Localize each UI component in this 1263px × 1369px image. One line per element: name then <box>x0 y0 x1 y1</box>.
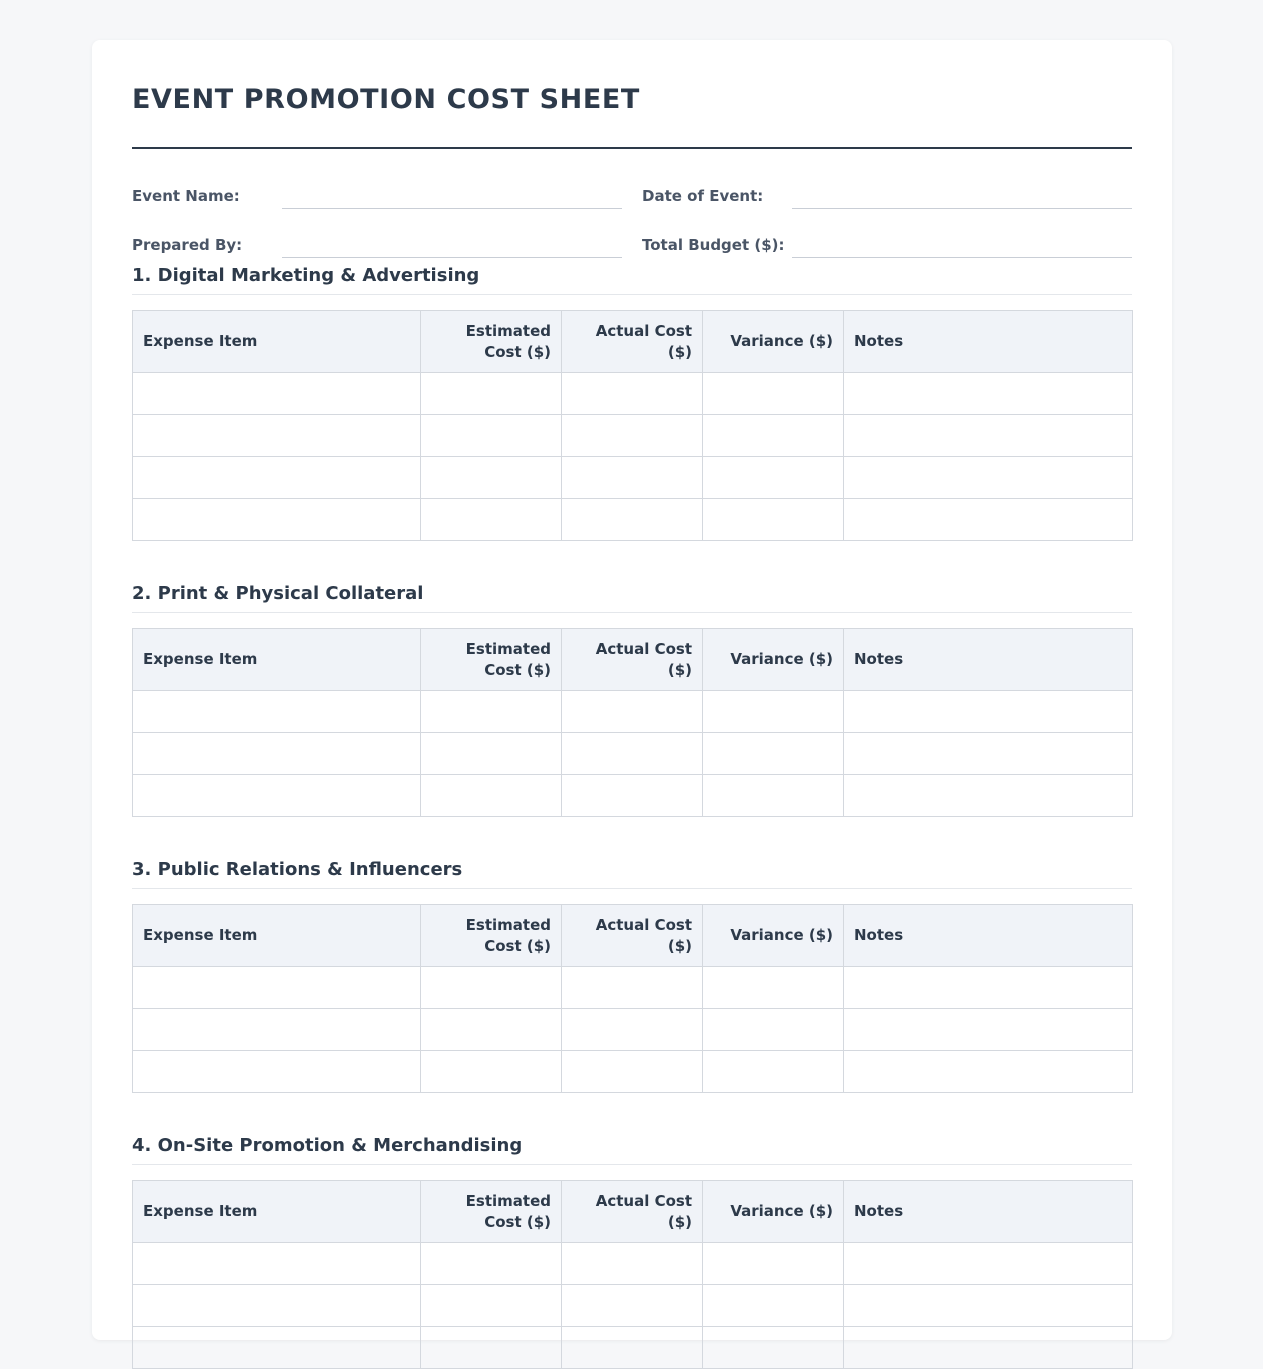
variance-cell[interactable] <box>703 499 844 541</box>
item-cell[interactable] <box>133 1051 421 1093</box>
notes-cell[interactable] <box>844 457 1133 499</box>
variance-cell[interactable] <box>703 775 844 817</box>
notes-cell[interactable] <box>844 1285 1133 1327</box>
item-cell[interactable] <box>133 1009 421 1051</box>
actual-cell[interactable] <box>562 1009 703 1051</box>
notes-header: Notes <box>844 905 1133 967</box>
expense-table <box>132 904 1133 1093</box>
estimated-cell[interactable] <box>421 373 562 415</box>
notes-header: Notes <box>844 1181 1133 1243</box>
variance-cell[interactable] <box>703 1009 844 1051</box>
expense-section <box>132 1093 1132 1369</box>
notes-cell[interactable] <box>844 775 1133 817</box>
section-divider <box>132 294 1132 295</box>
variance-cell[interactable] <box>703 457 844 499</box>
section-title: 4. On-Site Promotion & Merchandising <box>132 1135 523 1156</box>
estimated-cell[interactable] <box>421 967 562 1009</box>
actual-cell[interactable] <box>562 1327 703 1369</box>
table-header-row <box>133 905 1133 967</box>
section-spacer <box>132 541 1132 583</box>
item-cell[interactable] <box>133 1327 421 1369</box>
table-row <box>133 1009 1133 1051</box>
table-row <box>133 1051 1133 1093</box>
estimated-cost-header: Estimated Cost ($) <box>421 905 562 967</box>
table-header-row <box>133 311 1133 373</box>
page-title: EVENT PROMOTION COST SHEET <box>132 84 640 115</box>
item-cell[interactable] <box>133 457 421 499</box>
estimated-cost-header: Estimated Cost ($) <box>421 1181 562 1243</box>
expense-section <box>132 817 1132 1093</box>
expense-sections <box>132 265 1132 1369</box>
notes-cell[interactable] <box>844 1327 1133 1369</box>
header-fields <box>132 149 1132 277</box>
estimated-cell[interactable] <box>421 1327 562 1369</box>
notes-cell[interactable] <box>844 373 1133 415</box>
item-cell[interactable] <box>133 775 421 817</box>
variance-cell[interactable] <box>703 373 844 415</box>
variance-cell[interactable] <box>703 1327 844 1369</box>
event-name-field[interactable] <box>282 208 622 209</box>
actual-cost-header: Actual Cost ($) <box>562 1181 703 1243</box>
notes-cell[interactable] <box>844 1009 1133 1051</box>
section-title: 3. Public Relations & Influencers <box>132 859 463 880</box>
actual-cost-header: Actual Cost ($) <box>562 629 703 691</box>
expense-item-header: Expense Item <box>133 905 421 967</box>
variance-cell[interactable] <box>703 967 844 1009</box>
expense-table <box>132 1180 1133 1369</box>
variance-cell[interactable] <box>703 1243 844 1285</box>
notes-header: Notes <box>844 311 1133 373</box>
prepared-by-field[interactable] <box>282 257 622 258</box>
expense-table <box>132 310 1133 541</box>
table-header-row <box>133 1181 1133 1243</box>
notes-cell[interactable] <box>844 967 1133 1009</box>
item-cell[interactable] <box>133 415 421 457</box>
table-row <box>133 499 1133 541</box>
actual-cell[interactable] <box>562 967 703 1009</box>
item-cell[interactable] <box>133 499 421 541</box>
section-title: 1. Digital Marketing & Advertising <box>132 265 480 286</box>
table-row <box>133 1243 1133 1285</box>
estimated-cell[interactable] <box>421 1051 562 1093</box>
section-divider <box>132 1164 1132 1165</box>
estimated-cell[interactable] <box>421 733 562 775</box>
estimated-cell[interactable] <box>421 1009 562 1051</box>
section-spacer <box>132 817 1132 859</box>
table-header-row <box>133 629 1133 691</box>
estimated-cost-header: Estimated Cost ($) <box>421 311 562 373</box>
item-cell[interactable] <box>133 733 421 775</box>
actual-cell[interactable] <box>562 1051 703 1093</box>
section-divider <box>132 612 1132 613</box>
actual-cell[interactable] <box>562 775 703 817</box>
table-row <box>133 691 1133 733</box>
estimated-cell[interactable] <box>421 415 562 457</box>
table-row <box>133 967 1133 1009</box>
variance-cell[interactable] <box>703 1051 844 1093</box>
actual-cost-header: Actual Cost ($) <box>562 311 703 373</box>
notes-cell[interactable] <box>844 733 1133 775</box>
actual-cell[interactable] <box>562 733 703 775</box>
estimated-cell[interactable] <box>421 775 562 817</box>
notes-cell[interactable] <box>844 1243 1133 1285</box>
section-title: 2. Print & Physical Collateral <box>132 583 424 604</box>
cost-sheet-card <box>92 40 1172 1340</box>
estimated-cell[interactable] <box>421 1285 562 1327</box>
notes-cell[interactable] <box>844 499 1133 541</box>
expense-item-header: Expense Item <box>133 311 421 373</box>
notes-cell[interactable] <box>844 415 1133 457</box>
table-row <box>133 415 1133 457</box>
expense-section <box>132 265 1132 541</box>
section-divider <box>132 888 1132 889</box>
expense-item-header: Expense Item <box>133 1181 421 1243</box>
expense-item-header: Expense Item <box>133 629 421 691</box>
date-of-event-label: Date of Event: <box>642 187 764 205</box>
variance-header: Variance ($) <box>703 311 844 373</box>
actual-cost-header: Actual Cost ($) <box>562 905 703 967</box>
variance-cell[interactable] <box>703 415 844 457</box>
estimated-cell[interactable] <box>421 1243 562 1285</box>
estimated-cell[interactable] <box>421 457 562 499</box>
estimated-cell[interactable] <box>421 499 562 541</box>
table-row <box>133 1327 1133 1369</box>
item-cell[interactable] <box>133 1285 421 1327</box>
variance-header: Variance ($) <box>703 905 844 967</box>
estimated-cost-header: Estimated Cost ($) <box>421 629 562 691</box>
actual-cell[interactable] <box>562 1285 703 1327</box>
table-row <box>133 373 1133 415</box>
total-budget-label: Total Budget ($): <box>642 236 785 254</box>
table-row <box>133 775 1133 817</box>
variance-cell[interactable] <box>703 691 844 733</box>
actual-cell[interactable] <box>562 499 703 541</box>
expense-section <box>132 541 1132 817</box>
table-row <box>133 733 1133 775</box>
table-row <box>133 457 1133 499</box>
actual-cell[interactable] <box>562 1243 703 1285</box>
table-row <box>133 1285 1133 1327</box>
estimated-cell[interactable] <box>421 691 562 733</box>
section-spacer <box>132 1093 1132 1135</box>
variance-header: Variance ($) <box>703 629 844 691</box>
actual-cell[interactable] <box>562 691 703 733</box>
actual-cell[interactable] <box>562 415 703 457</box>
item-cell[interactable] <box>133 691 421 733</box>
actual-cell[interactable] <box>562 373 703 415</box>
prepared-by-label: Prepared By: <box>132 236 243 254</box>
item-cell[interactable] <box>133 1243 421 1285</box>
notes-cell[interactable] <box>844 691 1133 733</box>
item-cell[interactable] <box>133 967 421 1009</box>
variance-cell[interactable] <box>703 1285 844 1327</box>
notes-cell[interactable] <box>844 1051 1133 1093</box>
variance-header: Variance ($) <box>703 1181 844 1243</box>
item-cell[interactable] <box>133 373 421 415</box>
total-budget-field[interactable] <box>792 257 1132 258</box>
event-name-label: Event Name: <box>132 187 240 205</box>
date-of-event-field[interactable] <box>792 208 1132 209</box>
variance-cell[interactable] <box>703 733 844 775</box>
actual-cell[interactable] <box>562 457 703 499</box>
expense-table <box>132 628 1133 817</box>
notes-header: Notes <box>844 629 1133 691</box>
